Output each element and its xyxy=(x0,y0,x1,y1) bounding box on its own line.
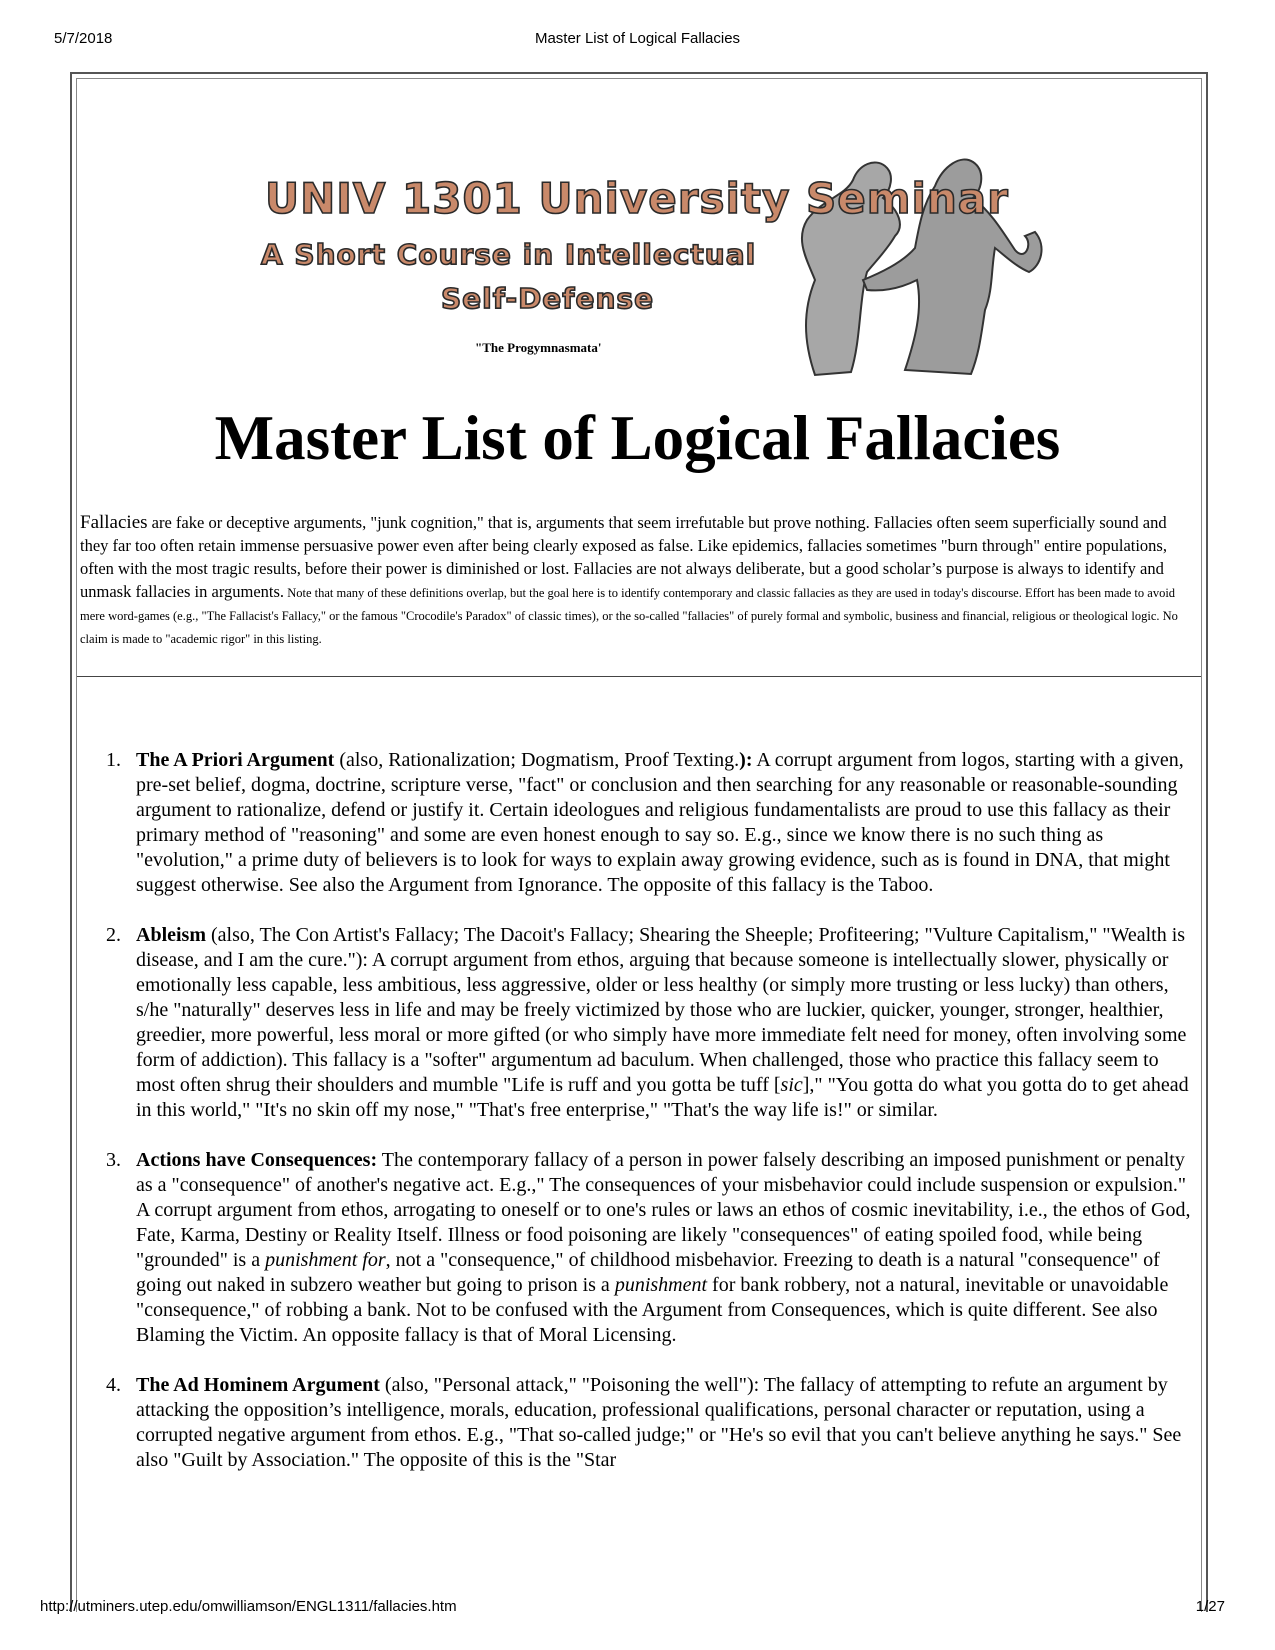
banner-motto: "The Progymnasmata' xyxy=(475,340,602,355)
intro-note: Note that many of these definitions overlap, but the goal here is to identify contemporary and classic fallacies as they are used in today's discourse. Effort has been made to avoid mere word-games (e.g., "The Fallacist's Fallacy," or the famous "Crocodile's Paradox" of classic times), or the so-called "fallacies" of purely formal and symbolic, business and financial, religious or theological logic. No claim is made to "academic rigor" in this listing. xyxy=(80,586,1178,646)
fallacy-description: (also, "Personal attack," "Poisoning the well"): The fallacy of attempting to refute an argument by attacking the opposition’s intelligence, morals, education, professional qualifications, personal character or reputation, using a corrupted negative argument from ethos. E.g., "That so-called judge;" or "He's so evil that you can't believe anything he says." See also "Guilt by Association." The opposite of this is the "Star xyxy=(136,1374,1182,1471)
fallacy-aliases: (also, Rationalization; Dogmatism, Proof Texting. xyxy=(334,749,740,771)
page-title: Master List of Logical Fallacies xyxy=(214,403,1061,473)
fallacy-description-end: ]," "You gotta do what you gotta do to get ahead in this world," "It's no skin off my nose," "That's free enterprise," "That's the way life is!" or similar. xyxy=(136,1074,1189,1121)
fallacy-name: Actions have Consequences: xyxy=(136,1149,378,1171)
fallacy-item xyxy=(88,1373,1198,1473)
fallacy-description: (also, The Con Artist's Fallacy; The Dacoit's Fallacy; Shearing the Sheeple; Profiteering; "Vulture Capitalism," "Wealth is disease, and I am the cure."): A corrupt argument from ethos, arguing that because someone is intellectually slower, physically or emotionally less capable, less ambitious, less aggressive, older or less healthy (or simply more trusting or less lucky) than others, s/he "naturally" deserves less in life and may be freely victimized by those who are luckier, quicker, younger, stronger, healthier, greedier, more powerful, less moral or more gifted (or who simply have more immediate felt need for money, often involving some form of addiction). This fallacy is a "softer" argumentum ad baculum. When challenged, those who practice this fallacy seem to most often shrug their shoulders and mumble "Life is ruff and you gotta be tuff [ xyxy=(136,924,1187,1096)
fallacy-description: The contemporary fallacy of a person in power falsely describing an imposed punishment or penalty as a "consequence" of another's negative act. E.g.," The consequences of your misbehavior could include suspension or expulsion." A corrupt argument from ethos, arrogating to oneself or to one's rules or laws an ethos of cosmic inevitability, i.e., the ethos of God, Fate, Karma, Destiny or Reality Itself. Illness or food poisoning are likely "consequences" of eating spoiled food, while being "grounded" is a xyxy=(136,1149,1191,1271)
fallacy-sic: sic xyxy=(780,1074,803,1096)
fallacy-number: 4. xyxy=(106,1374,121,1396)
fallacy-item xyxy=(88,1148,1198,1348)
print-url: http://utminers.utep.edu/omwilliamson/ENGL1311/fallacies.htm xyxy=(40,1598,457,1615)
print-header xyxy=(0,30,1275,52)
fallacy-aliases-close: ): xyxy=(739,749,753,771)
fallacy-number: 3. xyxy=(106,1149,121,1171)
intro-body: are fake or deceptive arguments, "junk cognition," that is, arguments that seem irrefutable but prove nothing. Fallacies often seem superficially sound and they far too often retain immense persuasive power even after being clearly exposed as false. Like epidemics, fallacies sometimes "burn through" entire populations, often with the most tragic results, before their power is diminished or lost. Fallacies are not always deliberate, but a good scholar’s purpose is always to identify and unmask fallacies in arguments. xyxy=(80,513,1167,601)
fallacy-list xyxy=(88,748,1198,1498)
intro-lead-word: Fallacies xyxy=(80,512,148,533)
print-page-number: 1/27 xyxy=(1195,1598,1225,1615)
intro-paragraph xyxy=(80,511,1195,649)
print-title: Master List of Logical Fallacies xyxy=(534,30,741,47)
fallacy-number: 1. xyxy=(106,749,121,771)
course-banner xyxy=(255,140,1085,390)
fallacy-name: Ableism xyxy=(136,924,206,946)
fallacy-description-end: for bank robbery, not a natural, inevitable or unavoidable "consequence," of robbing a bank. Not to be confused with the Argument from Consequences, which is quite different. See also Blaming the Victim. An opposite fallacy is that of Moral Licensing. xyxy=(136,1274,1169,1346)
banner-line-subtitle-2: Self-Defense xyxy=(441,282,655,315)
print-date: 5/7/2018 xyxy=(54,30,113,47)
fallacy-name: The Ad Hominem Argument xyxy=(136,1374,380,1396)
section-divider xyxy=(77,676,1201,677)
banner-line-subtitle: A Short Course in Intellectual xyxy=(261,238,757,271)
fallacy-number: 2. xyxy=(106,924,121,946)
print-footer xyxy=(0,1598,1275,1620)
fallacy-emphasis: punishment for xyxy=(265,1249,386,1271)
fallacy-description: A corrupt argument from logos, starting with a given, pre-set belief, dogma, doctrine, scripture verse, "fact" or conclusion and then searching for any reasonable or reasonable-sounding argument to rationalize, defend or justify it. Certain ideologues and religious fundamentalists are proud to use this fallacy as their primary method of "reasoning" and some are even honest enough to say so. E.g., since we know there is no such thing as "evolution," a prime duty of believers is to look for ways to explain away growing evidence, such as is found in DNA, that might suggest otherwise. See also the Argument from Ignorance. The opposite of this fallacy is the Taboo. xyxy=(136,749,1184,896)
banner-line-course: UNIV 1301 University Seminar xyxy=(265,174,1009,223)
fallacy-item xyxy=(88,923,1198,1123)
fallacy-item xyxy=(88,748,1198,898)
fallacy-description-cont: , not a "consequence," of childhood misbehavior. Freezing to death is a natural "consequence" of going out naked in subzero weather but going to prison is a xyxy=(136,1249,1160,1296)
fallacy-emphasis: punishment xyxy=(614,1274,708,1296)
fallacy-name: The A Priori Argument xyxy=(136,749,335,771)
